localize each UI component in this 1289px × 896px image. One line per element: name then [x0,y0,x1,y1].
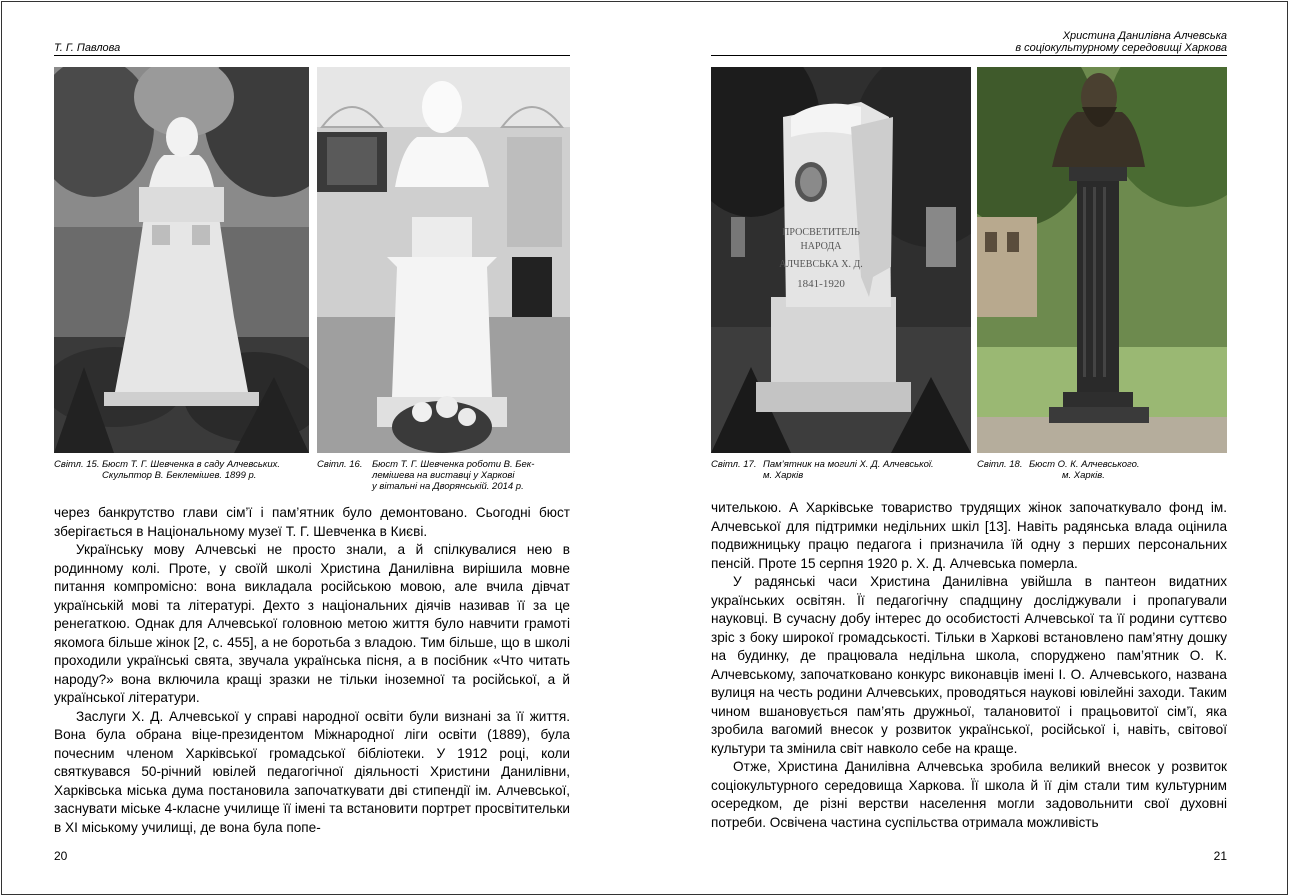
body-text-right [711,499,1227,832]
paragraph: Заслуги Х. Д. Алчевської у справі народної освіти були визнані за її життя. Вона була обрана віце-президентом Міжнародної ліги освіти (1889), була почесним членом Харківської громадської бібліотеки. У 1912 році, коли святкувався 50-річний ювілей педагогічної діяльності Христини Данилівни, Харківська міська дума постановила започаткувати дві стипендії ім. Алчевської, заснувати міське 4-класне училище її імені та встановити портрет просвітительки в XI міському училищі, де вона була попе- [54,708,570,835]
caption-figure-17 [711,459,973,481]
right-page [711,0,1227,896]
running-head-line: Христина Данилівна Алчевська [1062,30,1227,42]
grave-text-line: НАРОДА [800,241,842,252]
photo-alchevsky-bust [977,67,1227,453]
caption-line: Бюст Т. Г. Шевченка в саду Алчевських. [102,459,281,470]
paragraph: Українську мову Алчевські не просто знали, а й спілкувалися нею в родинному колі. Проте, у своїй школі Христина Данилівна вирішила мовне питання компромісно: вона викладала російською мовою, але вчила дівчат українській мові та літературі. Дехто з національних діячів називав її за це ренегаткою. Однак для Алчевської головною метою життя було навчити грамоті якомога більше жінок [2, с. 455], а не боротьба з владою. Тим більше, що в школі проходили українські свята, звучала українська пісня, а в посібник «Что читать народу?» вона включила кращі зразки не тільки іноземної та російської, а й української літератури. [54,542,570,705]
header-rule-left [54,55,570,56]
caption-line: у вітальні на Дворянській. 2014 р. [372,481,524,492]
caption-figure-15 [54,459,312,481]
grave-text-line: ПРОСВЕТИТЕЛЬ [782,227,860,238]
page-number-right: 21 [1213,849,1227,863]
photo-17-image [711,67,971,453]
running-head-right [711,30,1227,54]
caption-number: Світл. 15. [54,459,100,470]
caption-figure-18 [977,459,1227,481]
running-head-line: в соціокультурному середовищі Харкова [1015,42,1227,54]
photo-shevchenko-bust-exhibition [317,67,570,453]
caption-line: Бюст О. К. Алчевського. [1029,459,1140,470]
caption-number: Світл. 18. [977,459,1023,470]
caption-line: Скульптор В. Беклемішев. 1899 р. [102,470,257,481]
left-page [54,0,570,896]
photo-16-image [317,67,570,453]
paragraph: через банкрутство глави сім’ї і пам’ятник було демонтовано. Сьогодні бюст зберігається в Національному музеї Т. Г. Шевченка в Києві. [54,505,570,539]
body-text-left [54,504,570,837]
page-number-left: 20 [54,849,68,863]
caption-line: м. Харків. [1062,470,1105,481]
caption-line: Пам’ятник на могилі Х. Д. Алчевської. [763,459,934,470]
photo-18-image [977,67,1227,453]
caption-figure-16 [317,459,570,492]
grave-text-line: 1841-1920 [797,278,845,290]
photo-shevchenko-bust-garden [54,67,309,453]
caption-line: Бюст Т. Г. Шевченка роботи В. Бек- [372,459,535,470]
caption-line: лемішева на виставці у Харкові [372,470,515,481]
caption-number: Світл. 16. [317,459,363,470]
header-rule-right [711,55,1227,56]
running-head-left: Т. Г. Павлова [54,42,121,54]
grave-text-line: АЛЧЕВСЬКА Х. Д. [779,259,863,270]
paragraph: У радянські часи Христина Данилівна увійшла в пантеон видатних українських освітян. Її педагогічну спадщину досліджували і пропагували науковці. В сучасну добу інтерес до особистості Алчевської та її родини суттєво зріс з боку широкої громадськості. Тільки в Харкові встановлено пам’ятну дошку на будинку, де працювала недільна школа, споруджено пам’ятник О. К. Алчевському, започатковано конкурс виконавців імені І. О. Алчевського, названа вулиця на честь родини Алчевських, проводяться наукові ювілейні заходи. Таким чином вшановується пам’ять дружньої, талановитої і працьовитої сім’ї, яка зробила вагомий внесок у розвиток української, російської і, навіть, світової культури та змінила світ навколо себе на краще. [711,574,1227,756]
photo-15-image [54,67,309,453]
paragraph: чителькою. А Харківське товариство трудящих жінок започаткувало фонд ім. Алчевської для підтримки недільних шкіл [13]. Навіть радянська влада оцінила подвижницьку працю педагога і призначила їй одну з перших персональних пенсій. Проте 15 серпня 1920 р. Х. Д. Алчевська померла. [711,500,1227,571]
caption-number: Світл. 17. [711,459,757,470]
photo-grave-monument [711,67,971,453]
paragraph: Отже, Христина Данилівна Алчевська зробила великий внесок у розвиток соціокультурного середовища Харкова. Її школа й її дім стали тим культурним осередком, де різні верстви населення могли задовольнити свої духовні потреби. Освічена частина суспільства отримала можливість [711,759,1227,830]
caption-line: м. Харків [763,470,804,481]
